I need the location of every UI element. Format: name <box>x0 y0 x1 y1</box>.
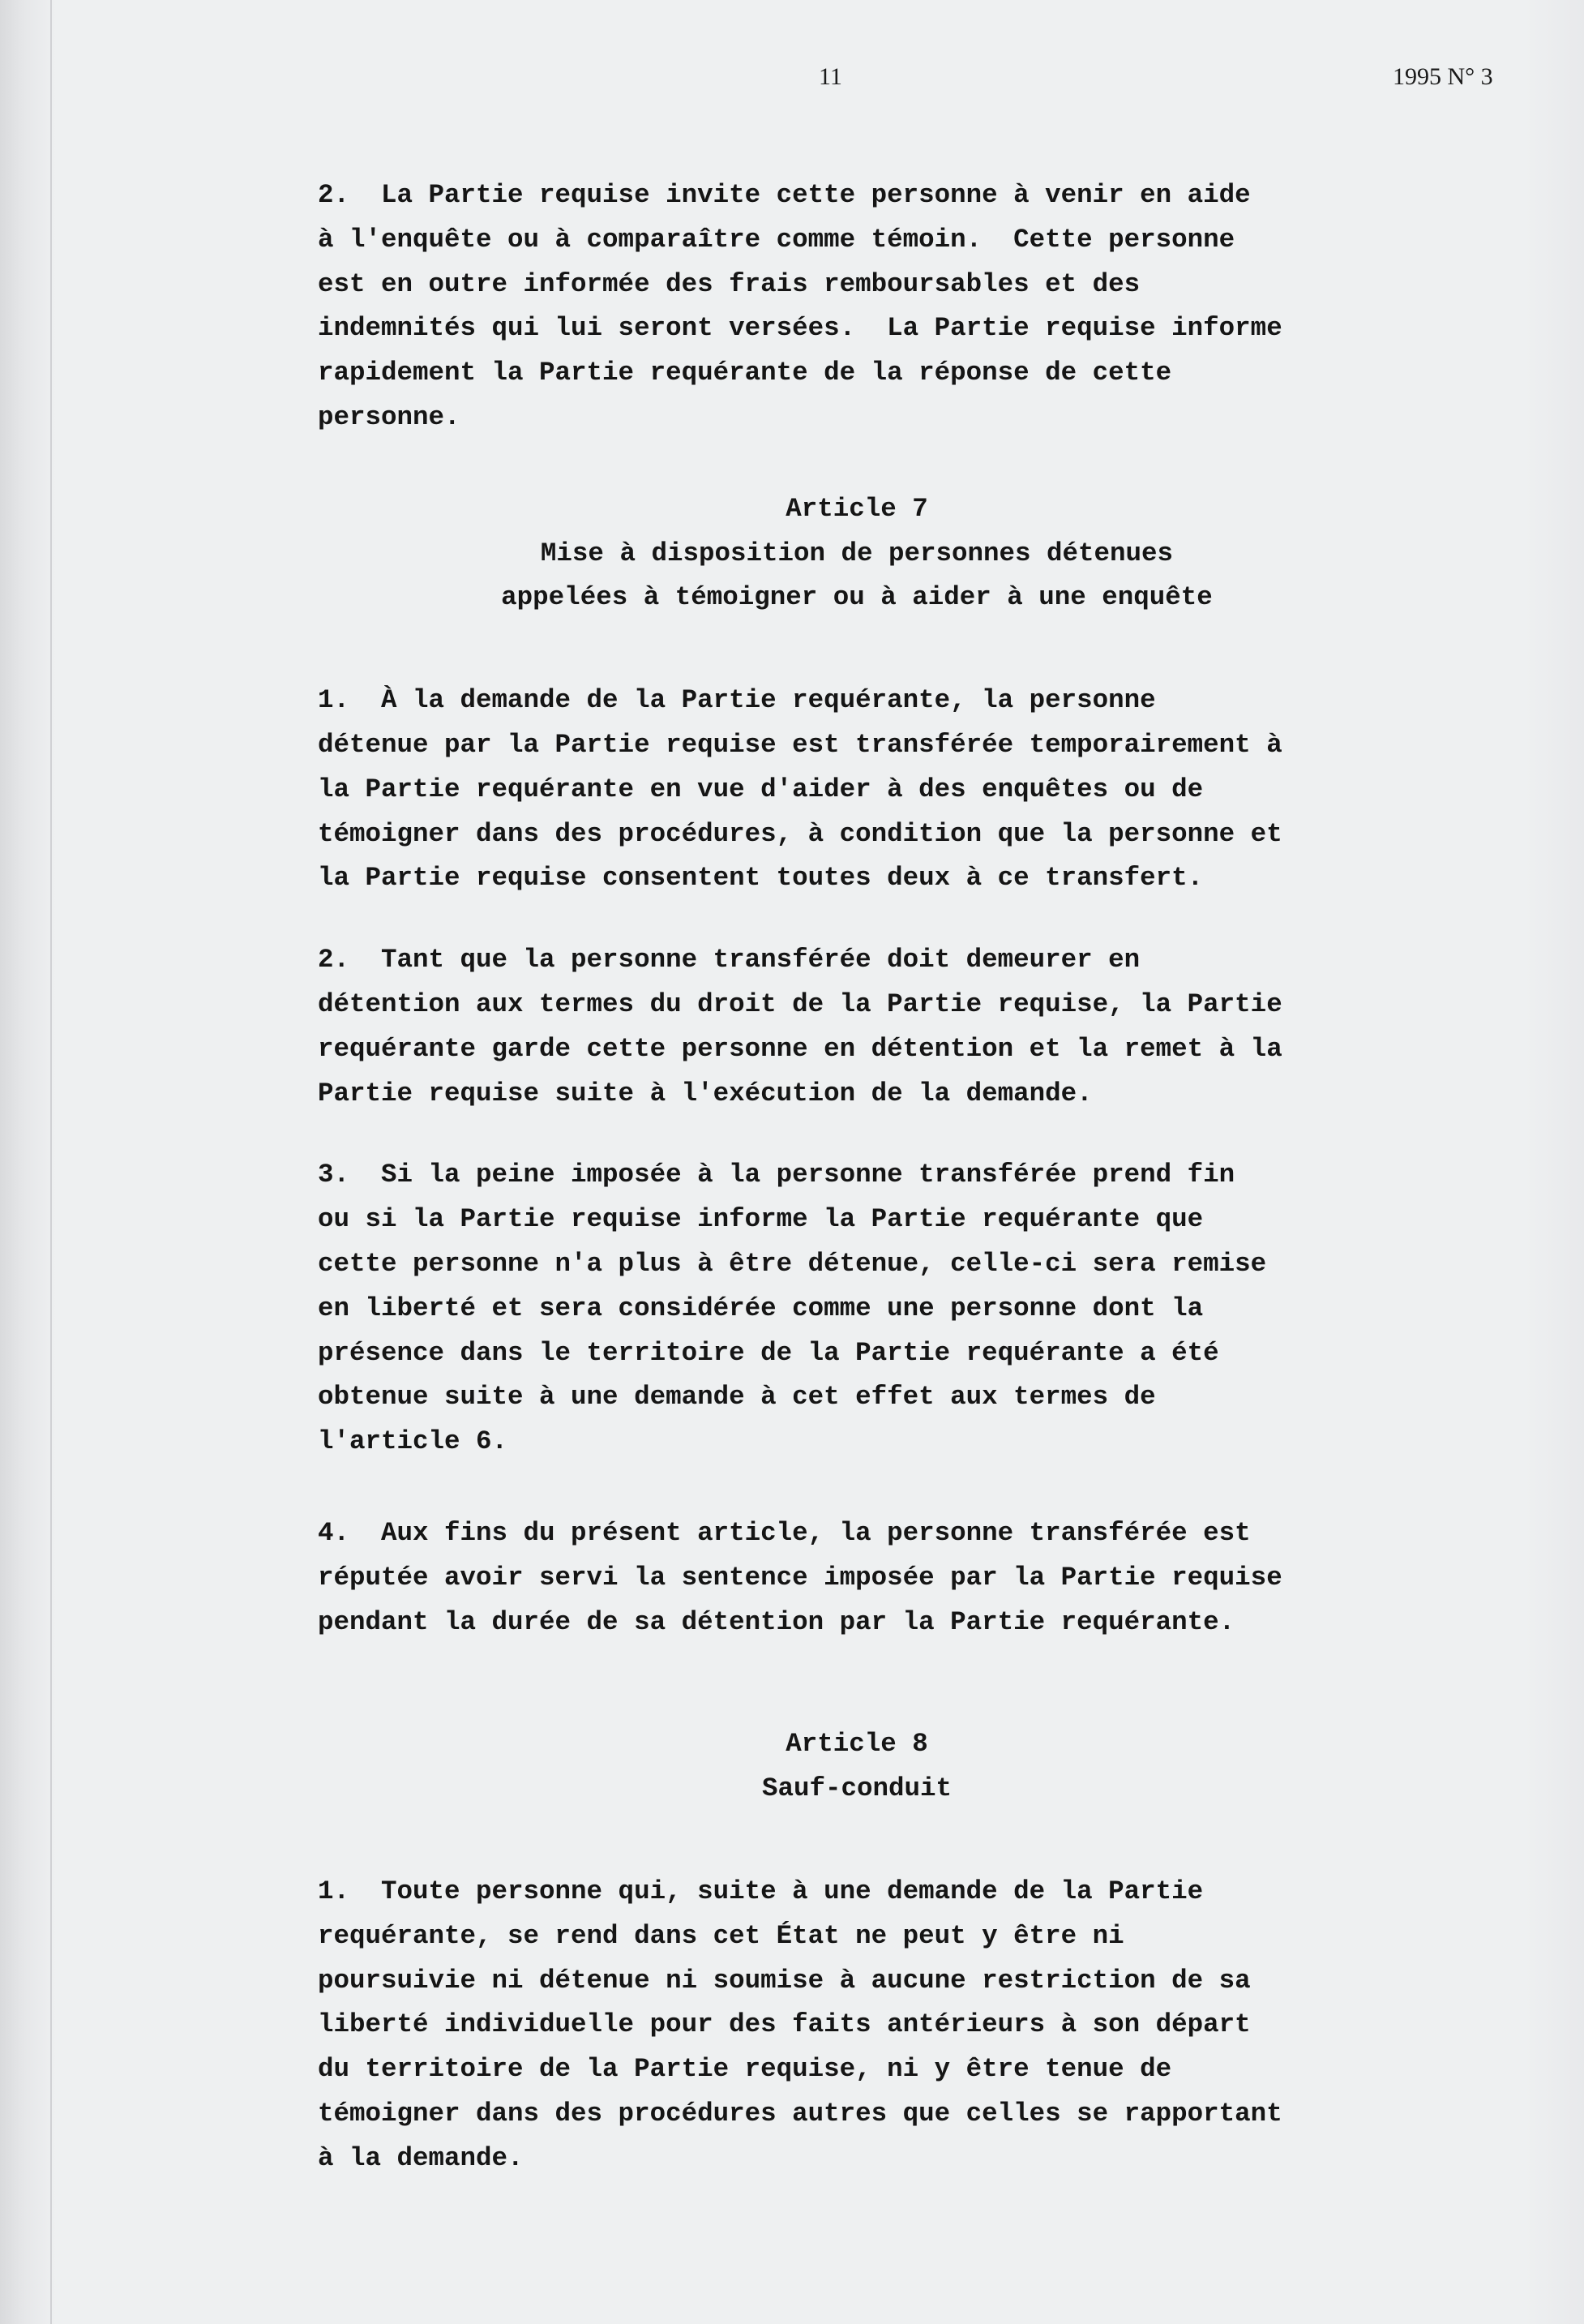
text-line: détenue par la Partie requise est transférée temporairement à <box>318 729 1282 760</box>
text-line: indemnités qui lui seront versées. La Partie requise informe <box>318 313 1282 344</box>
text-line: Partie requise suite à l'exécution de la demande. <box>318 1078 1093 1108</box>
text-line: obtenue suite à une demande à cet effet aux termes de <box>318 1382 1156 1413</box>
text-line: cette personne n'a plus à être détenue, celle-ci sera remise <box>318 1248 1267 1279</box>
text-line: à la demande. <box>318 2142 524 2173</box>
article-8-paragraph-1 <box>318 1870 1412 2181</box>
article-6-paragraph-2 <box>318 174 1412 440</box>
text-line: pendant la durée de sa détention par la Partie requérante. <box>318 1606 1235 1637</box>
text-line: 1. À la demande de la Partie requérante, la personne <box>318 685 1156 716</box>
text-line: l'article 6. <box>318 1426 508 1457</box>
text-line: témoigner dans des procédures autres que celles se rapportant <box>318 2098 1282 2129</box>
text-line: requérante garde cette personne en détention et la remet à la <box>318 1033 1282 1064</box>
text-line: présence dans le territoire de la Partie requérante a été <box>318 1337 1219 1368</box>
text-line: 1. Toute personne qui, suite à une demande de la Partie <box>318 1876 1204 1906</box>
text-line: requérante, se rend dans cet État ne peut y être ni <box>318 1920 1124 1951</box>
text-line: la Partie requise consentent toutes deux à ce transfert. <box>318 863 1204 894</box>
article-title-line: appelées à témoigner ou à aider à une enquête <box>501 582 1213 613</box>
article-7-paragraph-3 <box>318 1153 1412 1464</box>
article-7-paragraph-1 <box>318 679 1412 901</box>
series-reference: 1995 N° 3 <box>1393 63 1493 90</box>
text-line: du territoire de la Partie requise, ni y être tenue de <box>318 2054 1172 2085</box>
article-title-line: Sauf-conduit <box>761 1773 953 1804</box>
text-line: personne. <box>318 401 460 432</box>
article-7-paragraph-2 <box>318 938 1412 1116</box>
text-line: poursuivie ni détenue ni soumise à aucune restriction de sa <box>318 1965 1251 1996</box>
article-number: Article 8 <box>786 1729 928 1760</box>
text-line: 3. Si la peine imposée à la personne transférée prend fin <box>318 1160 1235 1190</box>
text-line: à l'enquête ou à comparaître comme témoin. Cette personne <box>318 224 1235 255</box>
article-7-heading <box>318 487 1412 620</box>
article-title-line: Mise à disposition de personnes détenues <box>540 538 1174 568</box>
document-body <box>318 174 1412 2180</box>
page-edge-shadow <box>50 0 52 2324</box>
text-line: 4. Aux fins du présent article, la personne transférée est <box>318 1517 1251 1548</box>
text-line: est en outre informée des frais remboursables et des <box>318 268 1141 299</box>
running-header <box>0 63 1584 96</box>
text-line: la Partie requérante en vue d'aider à des enquêtes ou de <box>318 774 1204 804</box>
text-line: détention aux termes du droit de la Partie requise, la Partie <box>318 988 1282 1019</box>
text-line: réputée avoir servi la sentence imposée par la Partie requise <box>318 1562 1282 1593</box>
text-line: ou si la Partie requise informe la Partie requérante que <box>318 1204 1204 1235</box>
text-line: témoigner dans des procédures, à condition que la personne et <box>318 818 1282 849</box>
article-7-paragraph-4 <box>318 1511 1412 1644</box>
text-line: 2. Tant que la personne transférée doit demeurer en <box>318 945 1141 975</box>
article-8-heading <box>318 1722 1412 1812</box>
text-line: 2. La Partie requise invite cette personne à venir en aide <box>318 180 1251 210</box>
article-number: Article 7 <box>786 493 928 524</box>
page-number: 11 <box>819 63 842 90</box>
text-line: liberté individuelle pour des faits antérieurs à son départ <box>318 2009 1251 2040</box>
text-line: rapidement la Partie requérante de la réponse de cette <box>318 358 1172 388</box>
text-line: en liberté et sera considérée comme une personne dont la <box>318 1293 1204 1323</box>
